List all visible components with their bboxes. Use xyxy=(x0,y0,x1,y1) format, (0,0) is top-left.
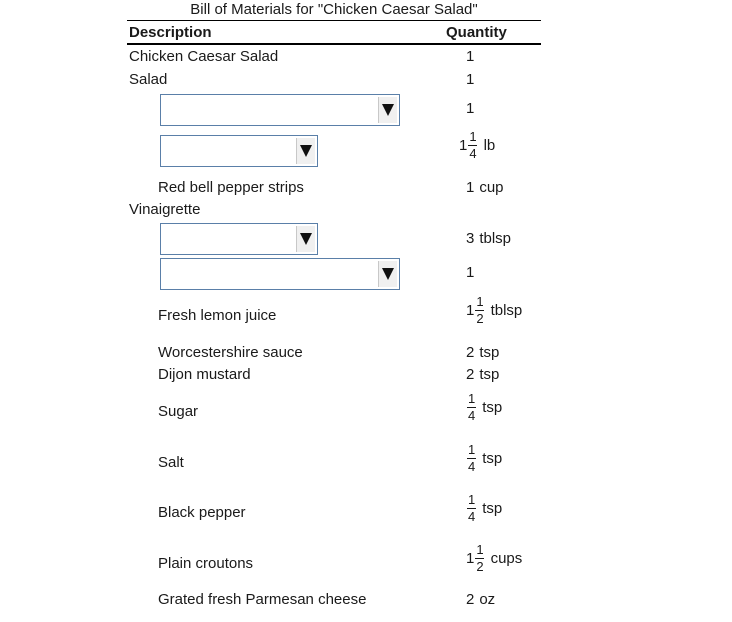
row-quantity xyxy=(467,392,502,423)
row-description: Fresh lemon juice xyxy=(158,307,277,324)
row-quantity xyxy=(466,264,474,281)
qty-unit: cup xyxy=(479,179,504,196)
chevron-down-icon xyxy=(382,268,394,280)
qty-unit: tsp xyxy=(482,399,503,416)
row-quantity xyxy=(467,443,502,474)
fraction-denominator: 4 xyxy=(469,146,477,161)
qty-unit: cups xyxy=(490,550,523,567)
row-description: Sugar xyxy=(158,403,199,420)
row-quantity xyxy=(466,366,499,383)
row-description: Chicken Caesar Salad xyxy=(129,48,279,65)
qty-whole: 2 xyxy=(466,366,475,383)
fraction-denominator: 2 xyxy=(476,559,484,574)
qty-whole: 1 xyxy=(459,137,468,154)
row-quantity xyxy=(466,295,522,326)
row-description: Red bell pepper strips xyxy=(158,179,304,196)
qty-unit: tblsp xyxy=(479,230,512,247)
fraction-numerator: 1 xyxy=(469,129,477,144)
row-description: Plain croutons xyxy=(158,555,254,572)
row-description: Grated fresh Parmesan cheese xyxy=(158,591,367,608)
row-quantity xyxy=(466,48,474,65)
fraction-numerator: 1 xyxy=(468,492,476,507)
fraction-numerator: 1 xyxy=(468,442,476,457)
fraction-numerator: 1 xyxy=(476,542,484,557)
row-quantity xyxy=(459,130,495,161)
row-description: Black pepper xyxy=(158,504,246,521)
qty-whole: 2 xyxy=(466,591,475,608)
qty-whole: 1 xyxy=(466,264,475,281)
dropdown-button[interactable] xyxy=(378,261,397,287)
qty-unit: tsp xyxy=(479,344,500,361)
fraction-denominator: 2 xyxy=(476,311,484,326)
row-description: Salad xyxy=(129,71,168,88)
qty-whole: 3 xyxy=(466,230,475,247)
qty-whole: 1 xyxy=(466,550,475,567)
fraction-denominator: 4 xyxy=(468,459,476,474)
fraction-denominator: 4 xyxy=(468,408,476,423)
row-quantity xyxy=(466,344,499,361)
qty-fraction xyxy=(475,295,484,326)
qty-whole: 1 xyxy=(466,179,475,196)
ingredient-dropdown[interactable] xyxy=(160,94,400,126)
fraction-denominator: 4 xyxy=(468,509,476,524)
header-quantity: Quantity xyxy=(446,24,507,41)
qty-fraction xyxy=(467,392,476,423)
fraction-numerator: 1 xyxy=(468,391,476,406)
row-quantity xyxy=(466,543,522,574)
chevron-down-icon xyxy=(300,145,312,157)
ingredient-dropdown[interactable] xyxy=(160,223,318,255)
row-description: Vinaigrette xyxy=(129,201,201,218)
qty-unit: tsp xyxy=(482,500,503,517)
chevron-down-icon xyxy=(382,104,394,116)
row-description: Dijon mustard xyxy=(158,366,251,383)
qty-whole: 1 xyxy=(466,48,475,65)
qty-unit: oz xyxy=(479,591,496,608)
qty-whole: 1 xyxy=(466,100,475,117)
qty-unit: tsp xyxy=(479,366,500,383)
qty-unit: lb xyxy=(483,137,496,154)
row-quantity xyxy=(466,71,474,88)
row-quantity xyxy=(466,230,511,247)
row-description: Worcestershire sauce xyxy=(158,344,303,361)
qty-fraction xyxy=(467,443,476,474)
header-description: Description xyxy=(129,24,212,41)
row-quantity xyxy=(466,179,504,196)
qty-unit: tblsp xyxy=(490,302,523,319)
row-quantity xyxy=(467,493,502,524)
header-rule xyxy=(127,43,541,45)
dropdown-button[interactable] xyxy=(296,138,315,164)
qty-fraction xyxy=(475,543,484,574)
qty-whole: 1 xyxy=(466,71,475,88)
dropdown-button[interactable] xyxy=(296,226,315,252)
ingredient-dropdown[interactable] xyxy=(160,135,318,167)
qty-fraction xyxy=(467,493,476,524)
qty-fraction xyxy=(468,130,477,161)
bom-title: Bill of Materials for "Chicken Caesar Salad" xyxy=(190,1,478,18)
dropdown-button[interactable] xyxy=(378,97,397,123)
title-rule xyxy=(127,20,541,21)
row-quantity xyxy=(466,100,474,117)
row-quantity xyxy=(466,591,495,608)
ingredient-dropdown[interactable] xyxy=(160,258,400,290)
chevron-down-icon xyxy=(300,233,312,245)
qty-whole: 2 xyxy=(466,344,475,361)
qty-unit: tsp xyxy=(482,450,503,467)
fraction-numerator: 1 xyxy=(476,294,484,309)
row-description: Salt xyxy=(158,454,184,471)
qty-whole: 1 xyxy=(466,302,475,319)
